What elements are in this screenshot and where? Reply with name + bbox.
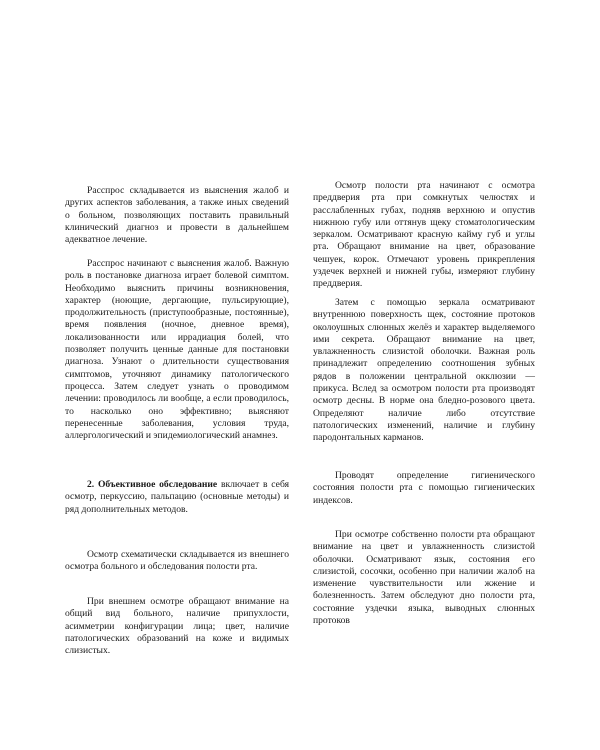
paragraph-complaints: Расспрос начинают с выяснения жалоб. Важную роль в постановке диагноза играет болевой симптом. Необходимо выяснить причины возникновения, характер (ноющие, дергающие, пульсирующие), продолжительность (приступообразные, постоянные), время появления (ночное, дневное время), локализованности или иррадиация болей, что позволяет получить ценные данные для постановки диагноза. Узнают о длительности существования симптомов, уточняют динамику патологического процесса. Затем следует узнать о проводимом лечении: проводилось ли вообще, а если проводилось, то насколько оно эффективно; выясняют перенесенные заболевания, условия труда, аллергологический и эпидемиологический анамнез. xyxy=(65,258,289,442)
paragraph-hygiene-index: Проводят определение гигиенического состояния полости рта с помощью гигиенических индексов. xyxy=(313,470,535,506)
paragraph-objective-exam xyxy=(65,479,289,516)
paragraph-external-exam: При внешнем осмотре обращают внимание на общий вид больного, наличие припухлости, асимметрии конфигурации лица; цвет, наличие патологических образований на коже и видимых слизистых. xyxy=(65,596,289,657)
section-heading-objective-exam: 2. Объективное обследование xyxy=(87,479,218,490)
paragraph-exam-scheme: Осмотр схематически складывается из внешнего осмотра больного и обследования полости рта. xyxy=(65,549,289,573)
paragraph-mirror-exam: Затем с помощью зеркала осматривают внутреннюю поверхность щек, состояние протоков околоушных слюнных желёз и характер выделяемого ими секрета. Обращают внимание на цвет, увлажненность слизистой оболочки. Важная роль принадлежит определению соотношения зубных рядов в положении центральной окклюзии — прикуса. Вслед за осмотром полости рта производят осмотр десны. В норме она бледно-розового цвета. Определяют наличие либо отсутствие патологических изменений, наличие и глубину пародонтальных карманов. xyxy=(313,297,535,444)
paragraph-oral-vestibule: Осмотр полости рта начинают с осмотра преддверия рта при сомкнутых челюстях и расслабленных губах, подняв верхнюю и опустив нижнюю губу или оттянув щеку стоматологическим зеркалом. Осматривают красную кайму губ и углы рта. Обращают внимание на цвет, образование чешуек, корок. Отмечают уровень прикрепления уздечек верхней и нижней губы, измеряют глубину преддверия. xyxy=(313,180,535,290)
paragraph-anamnesis-intro: Расспрос складывается из выяснения жалоб и других аспектов заболевания, а также иных сведений о больном, позволяющих поставить правильный клинический диагноз и провести в дальнейшем адекватное лечение. xyxy=(65,185,289,246)
objective-exam-text: включает в себя осмотр, перкуссию, пальпацию (основные методы) и ряд дополнительных методов. xyxy=(65,479,289,515)
paragraph-oral-cavity: При осмотре собственно полости рта обращают внимание на цвет и увлажненность слизистой оболочки. Осматривают язык, состояния его слизистой, сосочки, особенно при наличии жалоб на изменение чувствительности или жжение и болезненность. Затем обследуют дно полости рта, состояние уздечки языка, выводных слюнных протоков xyxy=(313,529,535,627)
